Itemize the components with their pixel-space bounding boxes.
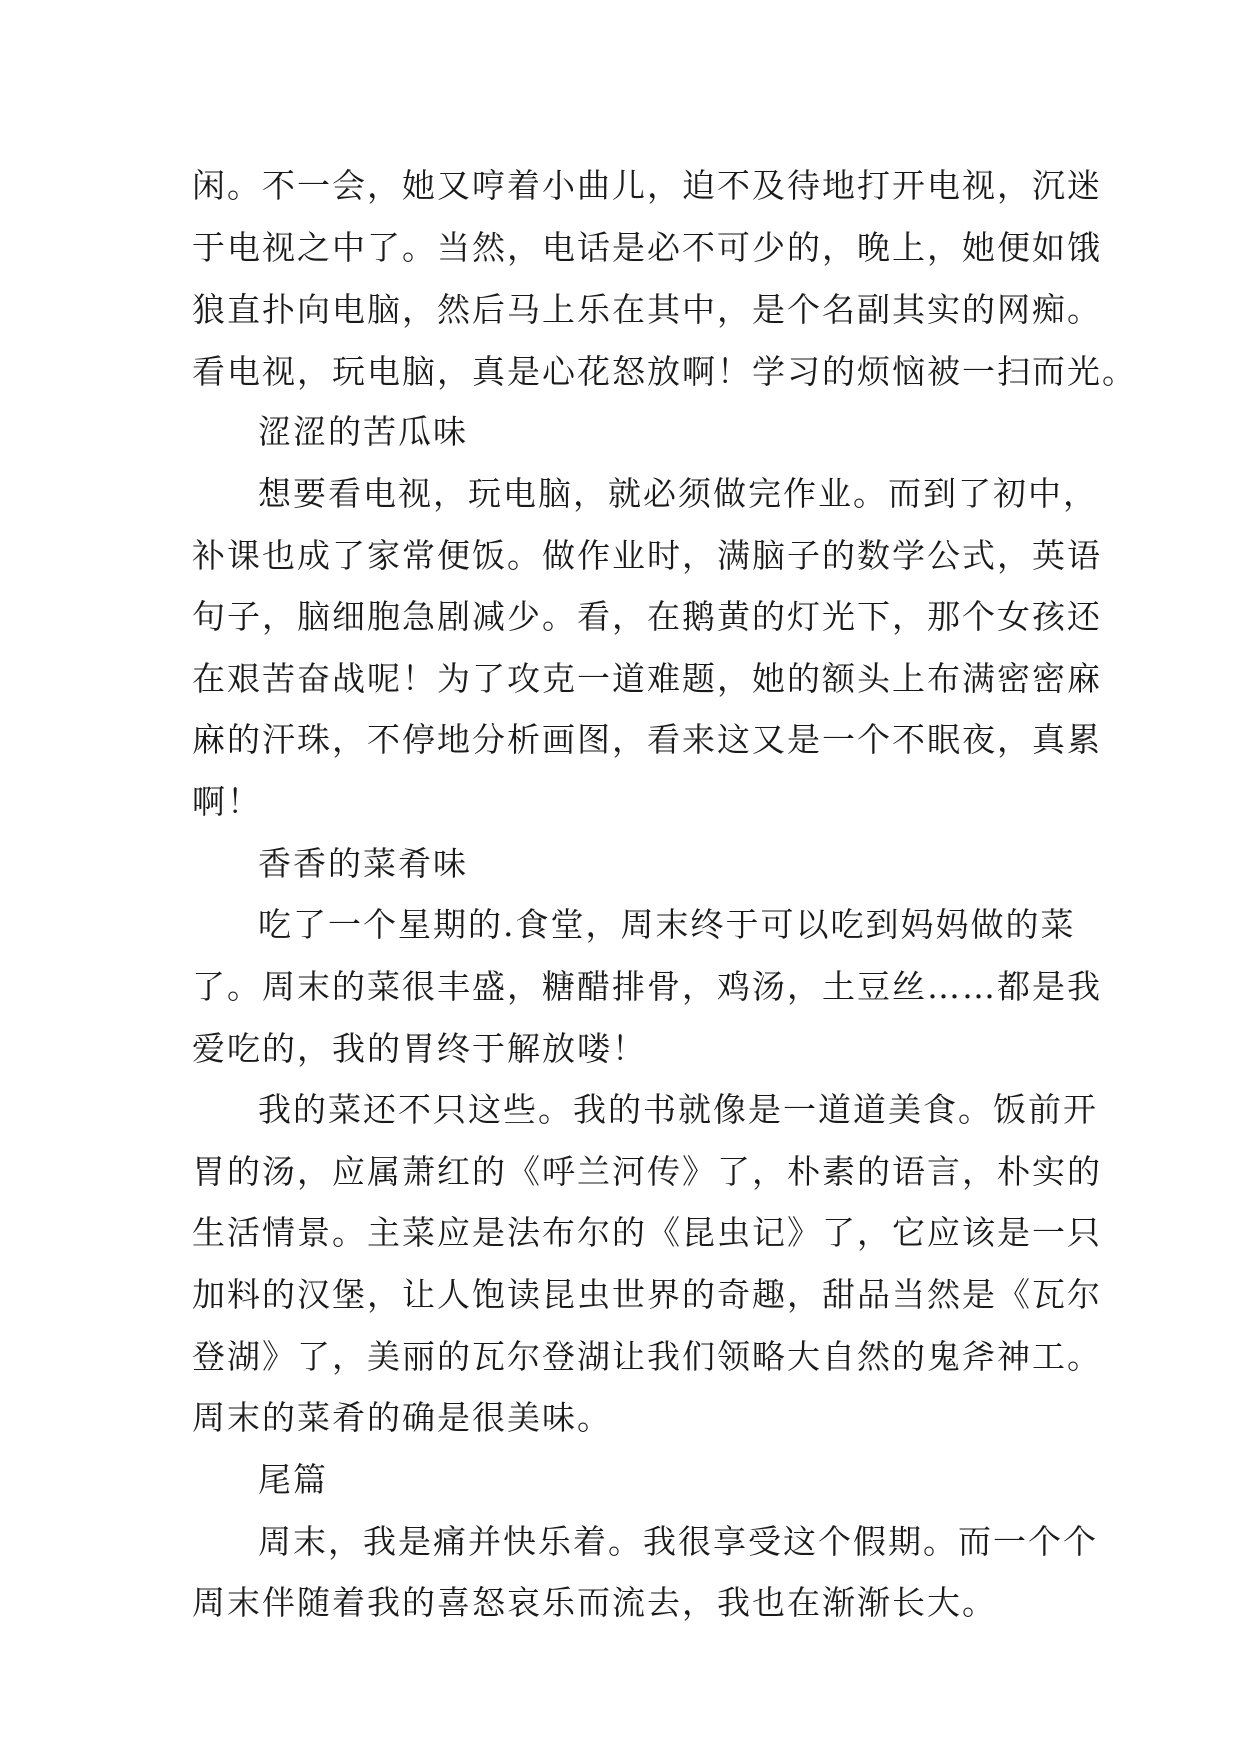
text-line: 闲。不一会，她又哼着小曲儿，迫不及待地打开电视，沉迷 [192, 166, 1102, 205]
text-line: 加料的汉堡，让人饱读昆虫世界的奇趣，甜品当然是《瓦尔 [192, 1275, 1102, 1314]
text-line: 补课也成了家常便饭。做作业时，满脑子的数学公式，英语 [192, 536, 1102, 575]
text-line: 我的菜还不只这些。我的书就像是一道道美食。饭前开 [258, 1090, 1098, 1129]
text-line: 登湖》了，美丽的瓦尔登湖让我们领略大自然的鬼斧神工。 [192, 1337, 1102, 1376]
text-line: 吃了一个星期的.食堂，周末终于可以吃到妈妈做的菜 [258, 905, 1076, 944]
section-heading: 尾篇 [258, 1460, 328, 1499]
text-line: 周末伴随着我的喜怒哀乐而流去，我也在渐渐长大。 [192, 1583, 997, 1622]
text-line: 爱吃的，我的胃终于解放喽！ [192, 1029, 647, 1068]
text-line: 啊！ [192, 782, 262, 821]
text-line: 狼直扑向电脑，然后马上乐在其中，是个名副其实的网痴。 [192, 290, 1102, 329]
text-line: 胃的汤，应属萧红的《呼兰河传》了，朴素的语言，朴实的 [192, 1152, 1102, 1191]
text-line: 周末，我是痛并快乐着。我很享受这个假期。而一个个 [258, 1522, 1098, 1561]
text-line: 生活情景。主菜应是法布尔的《昆虫记》了，它应该是一只 [192, 1213, 1102, 1252]
text-line: 麻的汗珠，不停地分析画图，看来这又是一个不眠夜，真累 [192, 720, 1102, 759]
text-line: 了。周末的菜很丰盛，糖醋排骨，鸡汤，土豆丝……都是我 [192, 967, 1102, 1006]
text-line: 于电视之中了。当然，电话是必不可少的，晚上，她便如饿 [192, 228, 1102, 267]
text-line: 想要看电视，玩电脑，就必须做完作业。而到了初中， [258, 474, 1098, 513]
text-line: 看电视，玩电脑，真是心花怒放啊！学习的烦恼被一扫而光。 [192, 352, 1137, 391]
text-line: 周末的菜肴的确是很美味。 [192, 1398, 612, 1437]
section-heading: 涩涩的苦瓜味 [258, 412, 468, 451]
text-line: 在艰苦奋战呢！为了攻克一道难题，她的额头上布满密密麻 [192, 659, 1102, 698]
text-line: 句子，脑细胞急剧减少。看，在鹅黄的灯光下，那个女孩还 [192, 597, 1102, 636]
section-heading: 香香的菜肴味 [258, 844, 468, 883]
